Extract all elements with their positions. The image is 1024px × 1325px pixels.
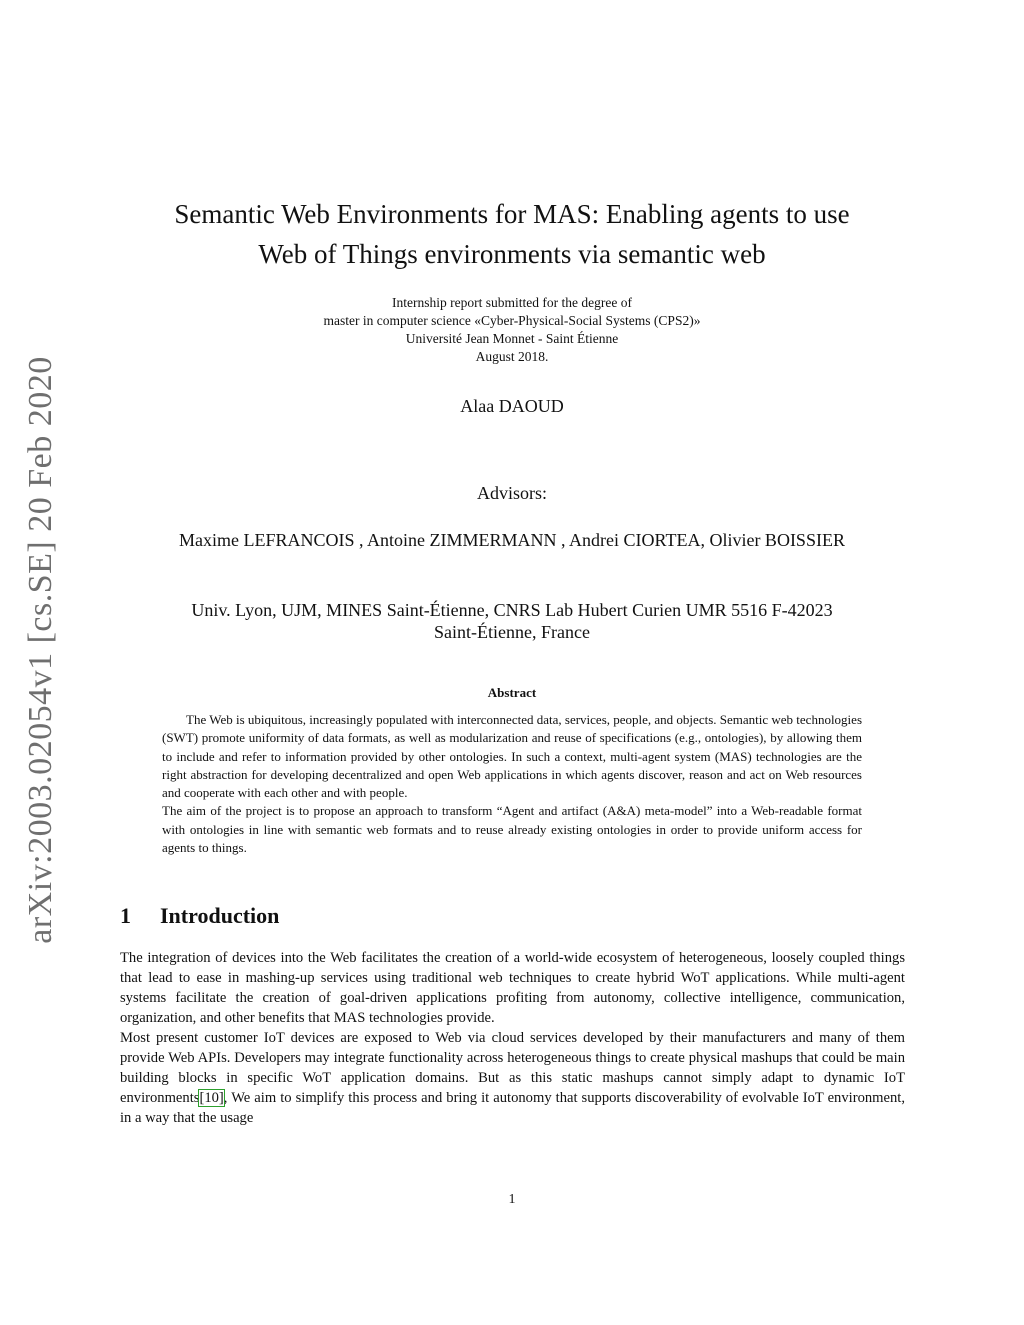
advisors-list: Maxime LEFRANCOIS , Antoine ZIMMERMANN , Andrei CIORTEA, Olivier BOISSIER	[179, 530, 845, 550]
abstract-heading: Abstract	[487, 685, 537, 700]
intro-paragraph-2-start: Most present customer IoT devices are exposed to Web via cloud services developed by their manufacturers and many of them provide Web APIs. Developers may integrate functionality across heterogeneous things to create physical mashups that could be main building blocks in specific WoT application domains. But as this static mashups cannot simply adapt to dynamic IoT environments	[120, 1030, 905, 1106]
title-line-1: Semantic Web Environments for MAS: Enabling agents to use	[174, 199, 850, 230]
author-name: Alaa DAOUD	[460, 396, 564, 416]
paper-title	[100, 194, 924, 274]
affiliation-line-1: Univ. Lyon, UJM, MINES Saint-Étienne, CNRS Lab Hubert Curien UMR 5516 F-42023	[191, 600, 833, 620]
page-number: 1	[508, 1192, 516, 1207]
arxiv-stamp	[18, 356, 64, 944]
section-heading	[120, 903, 279, 929]
intro-paragraph-2	[120, 1028, 905, 1128]
abstract-body	[162, 711, 862, 857]
affiliation-line-2: Saint-Étienne, France	[434, 622, 590, 642]
advisors-label: Advisors:	[476, 483, 547, 503]
title-line-2: Web of Things environments via semantic web	[258, 239, 766, 270]
submission-info	[150, 294, 874, 366]
intro-paragraph-1: The integration of devices into the Web facilitates the creation of a world-wide ecosystem of heterogeneous, loosely coupled things that lead to ease in mashing-up services using traditional web techniques to create hybrid WoT applications. While multi-agent systems facilitate the creation of goal-driven applications profiting from autonomy, collective intelligence, communication, organization, and other benefits that MAS technologies provide.	[120, 950, 905, 1026]
citation-link[interactable]: [10]	[199, 1090, 224, 1106]
intro-paragraph-2-end: , We aim to simplify this process and bring it autonomy that supports discoverability of evolvable IoT environment, in a way that the usage	[120, 1090, 905, 1126]
submission-line-4: August 2018.	[475, 349, 549, 364]
introduction-body	[120, 948, 905, 1128]
arxiv-stamp-text: arXiv:2003.02054v1 [cs.SE] 20 Feb 2020	[22, 356, 59, 944]
affiliation	[100, 599, 924, 643]
section-number: 1	[120, 903, 131, 928]
submission-line-1: Internship report submitted for the degree of	[392, 295, 632, 310]
abstract-paragraph-2: The aim of the project is to propose an approach to transform “Agent and artifact (A&A) meta-model” into a Web-readable format with ontologies in line with semantic web formats and to reuse already existing ontologies in order to provide uniform access for agents to things.	[162, 803, 862, 856]
abstract-paragraph-1: The Web is ubiquitous, increasingly populated with interconnected data, services, people, and objects. Semantic web technologies (SWT) promote uniformity of data formats, as well as modularization and reuse of specifications (e.g., ontologies), by allowing them to include and refer to information provided by other ontologies. In such a context, multi-agent system (MAS) technologies are the right abstraction for developing decentralized and open Web applications in which agents discover, reason and act on Web resources and cooperate with each other and with people.	[162, 712, 862, 801]
submission-line-3: Université Jean Monnet - Saint Étienne	[405, 331, 619, 346]
submission-line-2: master in computer science «Cyber-Physical-Social Systems (CPS2)»	[323, 313, 701, 328]
section-title: Introduction	[160, 903, 280, 928]
